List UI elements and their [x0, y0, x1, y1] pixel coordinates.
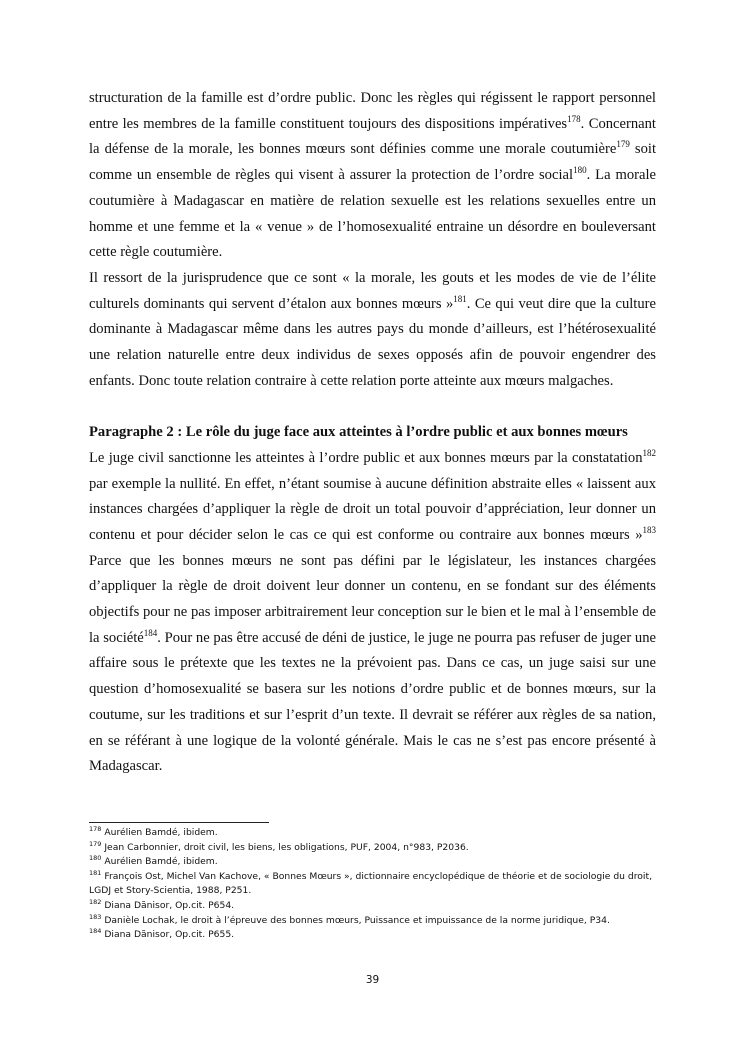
- footnote-number: 180: [89, 854, 102, 863]
- footnote-text: Aurélien Bamdé, ibidem.: [101, 827, 218, 838]
- footnote-number: 182: [89, 897, 102, 906]
- footnote-number: 178: [89, 824, 102, 833]
- footnote: [89, 870, 656, 899]
- footnotes: [89, 826, 656, 943]
- page-number: 39: [365, 974, 380, 986]
- footnote-reference: 181: [453, 293, 467, 304]
- text-run: Paragraphe 2 : Le rôle du juge face aux atteintes à l’ordre public et aux bonnes mœurs: [89, 424, 628, 441]
- footnote-text: Diana Dãnisor, Op.cit. P654.: [101, 899, 235, 911]
- text-run: . Concernant la défense de la morale, les bonnes mœurs sont définies comme une morale coutumière: [89, 115, 656, 158]
- text-run: Le juge civil sanctionne les atteintes à l’ordre public et aux bonnes mœurs par la constatation: [89, 449, 643, 466]
- footnote-reference: 178: [567, 113, 581, 124]
- text-run: soit comme un ensemble de règles qui visent à assurer la protection de l’ordre social: [89, 141, 657, 184]
- footnote-text: François Ost, Michel Van Kachove, « Bonnes Mœurs », dictionnaire encyclopédique de théorie et de sociologie du droit, LGDJ et Story-Scientia, 1988, P251.: [89, 870, 652, 897]
- text-run: Il ressort de la jurisprudence que ce sont « la morale, les gouts et les modes de vie de l’élite culturels dominants qui servent d’étalon aux bonnes mœurs »: [89, 269, 656, 312]
- footnote: [89, 928, 656, 943]
- footnote-text: Diana Dãnisor, Op.cit. P655.: [101, 929, 235, 941]
- footnote-separator: [89, 822, 269, 823]
- footnote-number: 179: [89, 839, 102, 848]
- footnote-reference: 182: [642, 447, 656, 458]
- footnote-number: 183: [89, 912, 102, 921]
- section-heading: [89, 420, 656, 446]
- footnote-text: Jean Carbonnier, droit civil, les biens, les obligations, PUF, 2004, n°983, P2036.: [101, 841, 469, 853]
- footnote-number: 184: [89, 927, 102, 936]
- text-run: . La morale coutumière à Madagascar en matière de relation sexuelle est les relations sexuelles entre un homme et une femme et la « venue » de l’homosexualité entraine un désordre en bouleversant cette règle coutumière.: [89, 167, 657, 261]
- text-run: structuration de la famille est d’ordre public. Donc les règles qui régissent le rapport personnel entre les membres de la famille constituent toujours des dispositions impératives: [89, 90, 656, 132]
- paragraph: [89, 86, 656, 266]
- footnote-reference: 184: [143, 627, 158, 638]
- footnote-text: Danièle Lochak, le droit à l’épreuve des bonnes mœurs, Puissance et impuissance de la norme juridique, P34.: [101, 914, 610, 926]
- footnote: [89, 899, 656, 914]
- footnote: [89, 826, 656, 841]
- body-text: [89, 86, 656, 780]
- footnote: [89, 914, 656, 929]
- paragraph: [89, 446, 656, 780]
- footnote-number: 181: [89, 868, 102, 877]
- text-run: par exemple la nullité. En effet, n’étant soumise à aucune définition abstraite elles « laissent aux instances chargées d’appliquer la règle de droit un total pouvoir d’appréciation, leur donner un contenu et pour décider selon le cas ce qui est conforme ou contraire aux bonnes mœurs »: [89, 475, 656, 543]
- footnote: [89, 855, 656, 870]
- paragraph: [89, 266, 656, 395]
- footnote-reference: 183: [642, 525, 656, 536]
- footnote-text: Aurélien Bamdé, ibidem.: [101, 856, 218, 868]
- text-run: . Ce qui veut dire que la culture dominante à Madagascar même dans les autres pays du monde d’ailleurs, est l’hétérosexualité une relation naturelle entre deux individus de sexes opposés afin de pouvoir engendrer des enfants. Donc toute relation contraire à cette relation porte atteinte aux mœurs malgaches.: [89, 295, 656, 389]
- footnote-reference: 180: [573, 165, 587, 176]
- footnote-reference: 179: [616, 139, 630, 150]
- footnote: [89, 841, 656, 856]
- text-run: Parce que les bonnes mœurs ne sont pas défini par le législateur, les instances chargées d’appliquer la règle de droit doivent leur donner un contenu, en se fondant sur des éléments objectifs pour ne pas imposer arbitrairement leur conception sur le bien et le mal à l’ensemble de la société: [89, 552, 656, 646]
- text-run: . Pour ne pas être accusé de déni de justice, le juge ne pourra pas refuser de juger une affaire sous le prétexte que les textes ne la prévoient pas. Dans ce cas, un juge saisi sur une question d’homosexualité se basera sur les notions d’ordre public et de bonnes mœurs, sur la coutume, sur les traditions et sur l’esprit d’un texte. Il devrait se référer aux règles de sa nation, en se référant à une logique de la volonté générale. Mais le cas ne s’est pas encore présenté à Madagascar.: [89, 629, 656, 775]
